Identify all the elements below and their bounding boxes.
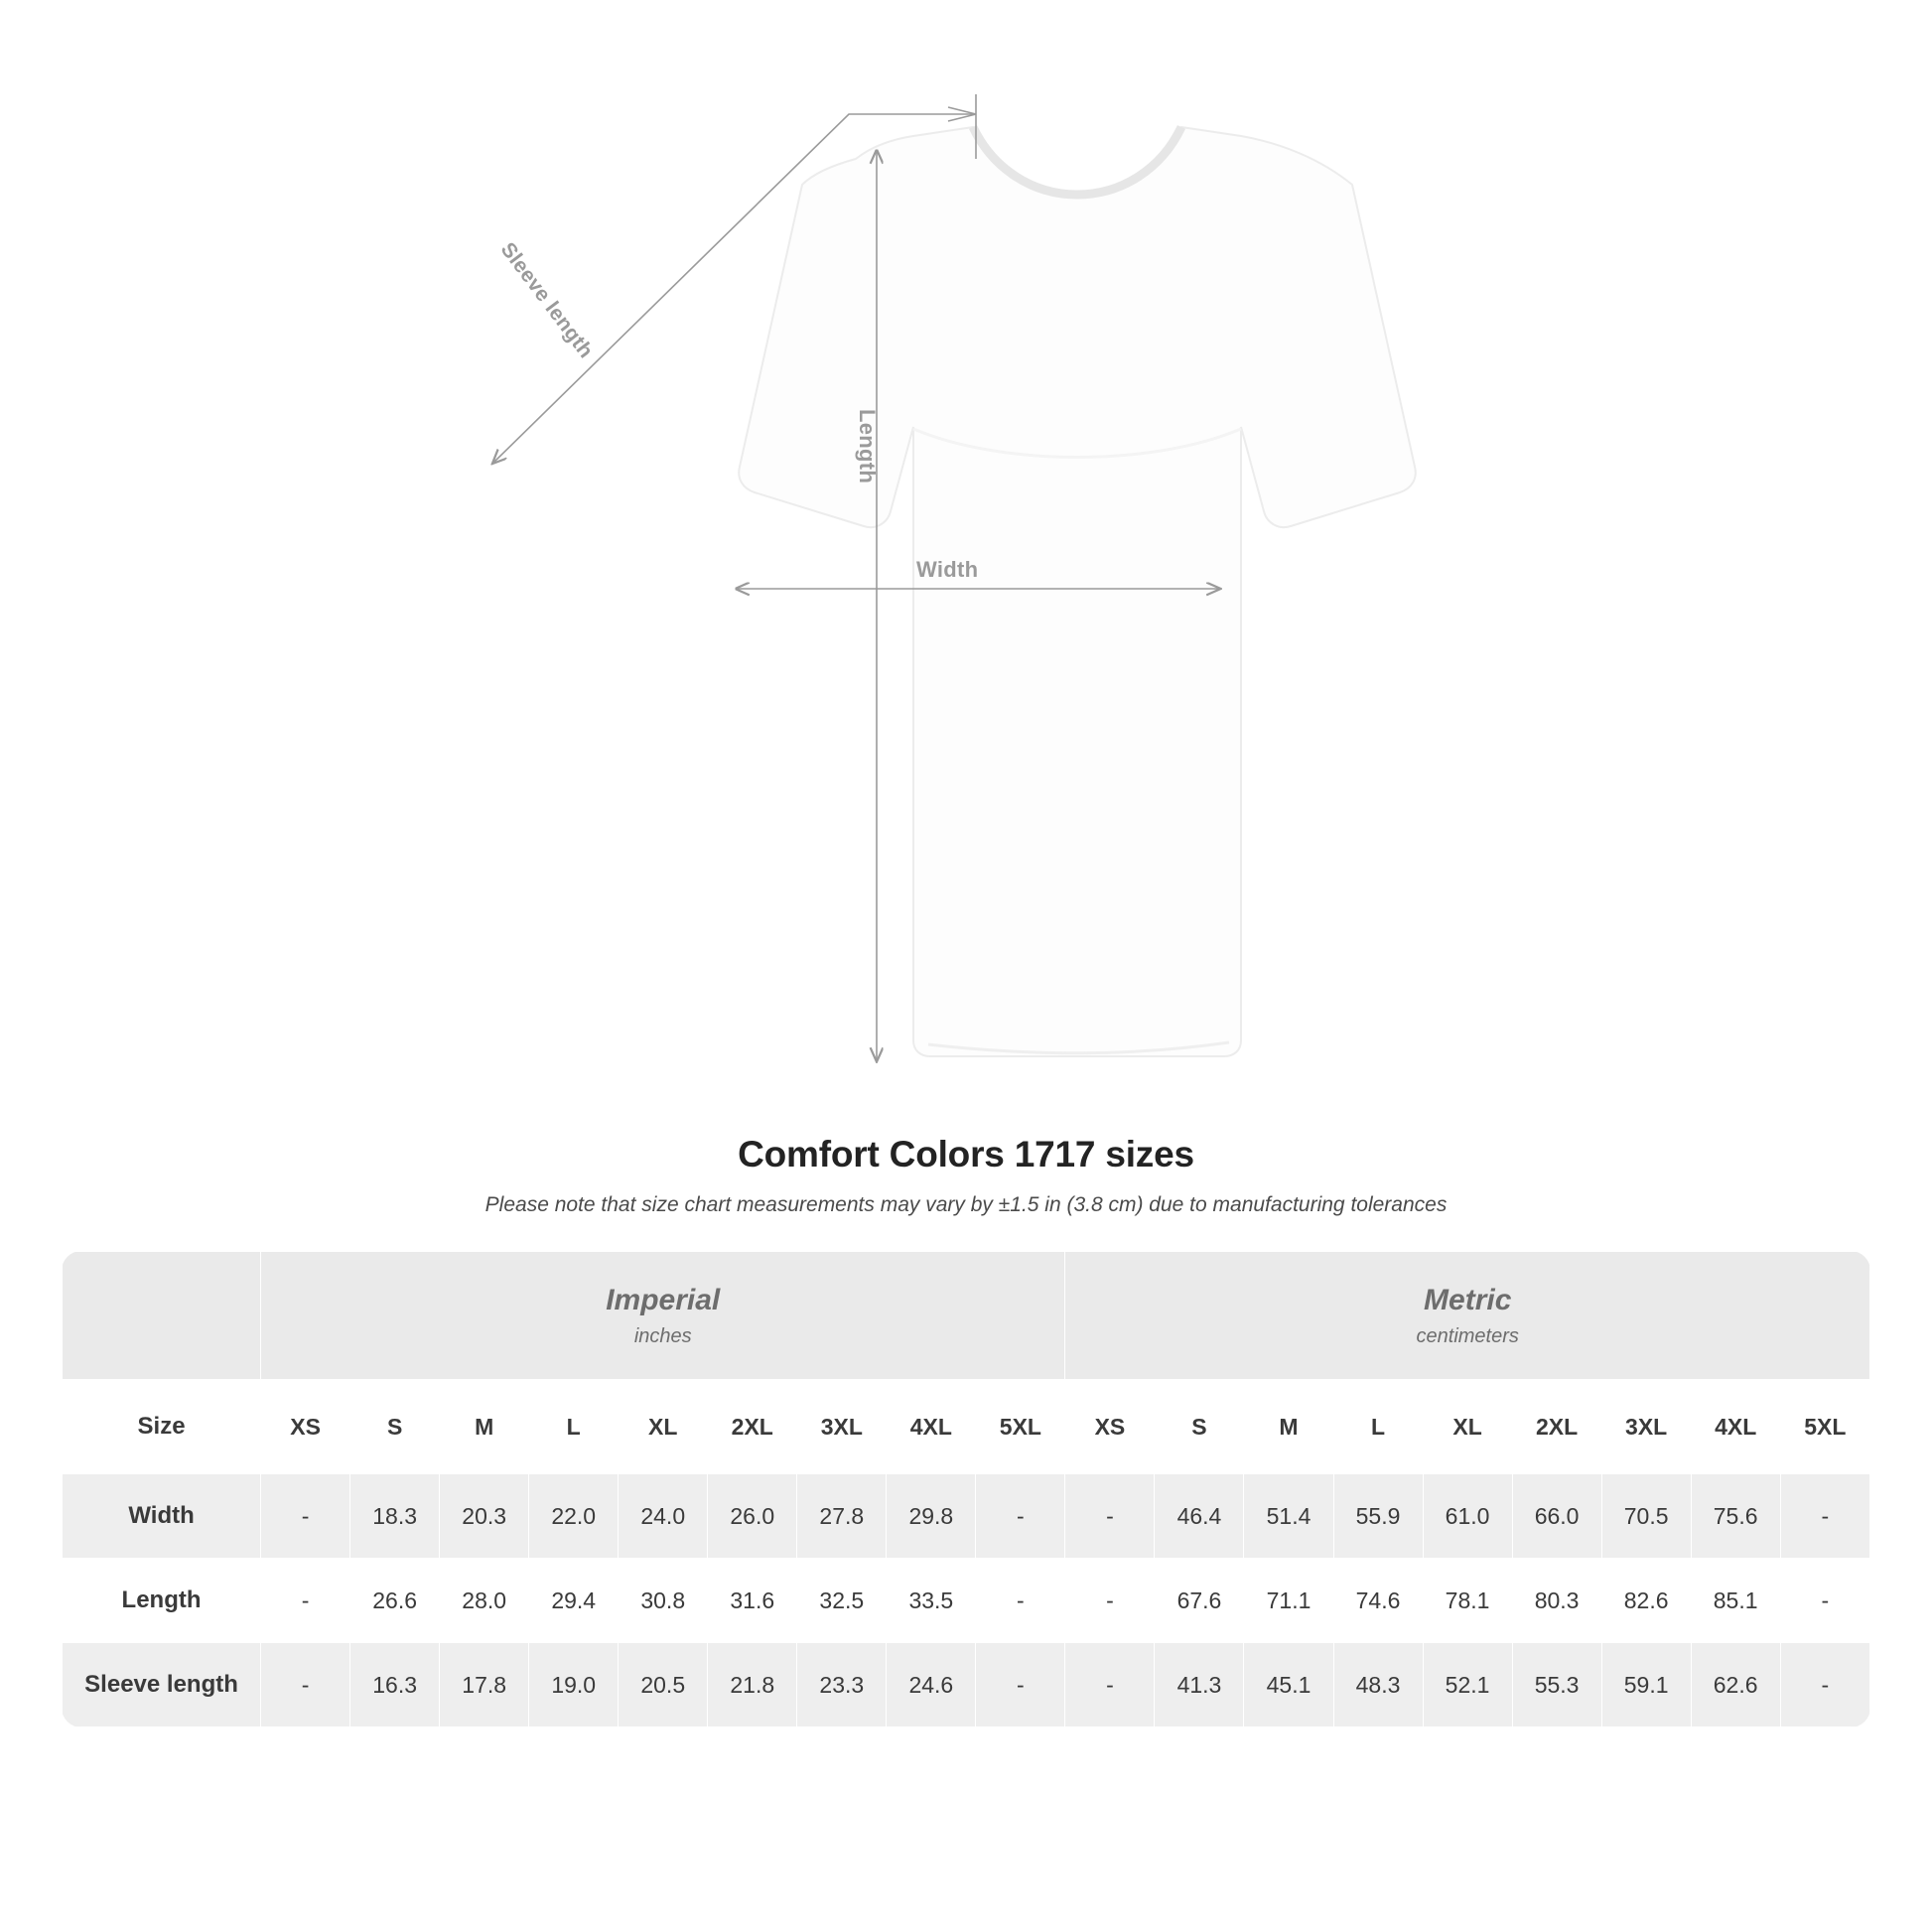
cell-length-imperial-m: 28.0 xyxy=(440,1559,529,1643)
cell-length-metric-m: 71.1 xyxy=(1244,1559,1333,1643)
size-header-metric-3xl: 3XL xyxy=(1601,1380,1691,1474)
row-label-width: Width xyxy=(63,1474,261,1559)
table-row-length xyxy=(63,1559,1870,1643)
cell-sleeve-metric-5xl: - xyxy=(1780,1643,1869,1727)
cell-width-imperial-5xl: - xyxy=(976,1474,1065,1559)
row-label-sleeve-length: Sleeve length xyxy=(63,1643,261,1727)
size-header-metric-xl: XL xyxy=(1423,1380,1512,1474)
table-row-width xyxy=(63,1474,1870,1559)
table-row-sleeve-length xyxy=(63,1643,1870,1727)
cell-width-metric-4xl: 75.6 xyxy=(1691,1474,1780,1559)
size-header-imperial-2xl: 2XL xyxy=(708,1380,797,1474)
cell-width-imperial-xs: - xyxy=(261,1474,350,1559)
cell-length-metric-5xl: - xyxy=(1780,1559,1869,1643)
cell-sleeve-imperial-xl: 20.5 xyxy=(619,1643,708,1727)
size-header-metric-s: S xyxy=(1155,1380,1244,1474)
cell-length-imperial-4xl: 33.5 xyxy=(887,1559,976,1643)
cell-width-metric-l: 55.9 xyxy=(1333,1474,1423,1559)
cell-length-metric-xl: 78.1 xyxy=(1423,1559,1512,1643)
row-label-length: Length xyxy=(63,1559,261,1643)
size-header-imperial-3xl: 3XL xyxy=(797,1380,887,1474)
cell-width-imperial-3xl: 27.8 xyxy=(797,1474,887,1559)
size-table-container xyxy=(62,1251,1870,1727)
unit-header-metric xyxy=(1065,1252,1870,1380)
size-header-imperial-5xl: 5XL xyxy=(976,1380,1065,1474)
unit-sub-imperial: inches xyxy=(633,1324,692,1347)
cell-length-imperial-5xl: - xyxy=(976,1559,1065,1643)
size-header-metric-2xl: 2XL xyxy=(1512,1380,1601,1474)
size-header-imperial-m: M xyxy=(440,1380,529,1474)
size-header-imperial-xs: XS xyxy=(261,1380,350,1474)
cell-width-metric-xl: 61.0 xyxy=(1423,1474,1512,1559)
unit-name-imperial: Imperial xyxy=(606,1283,721,1316)
width-label: Width xyxy=(916,557,979,582)
cell-width-metric-xs: - xyxy=(1065,1474,1155,1559)
cell-length-imperial-xl: 30.8 xyxy=(619,1559,708,1643)
unit-header-spacer xyxy=(63,1252,261,1380)
size-header-metric-m: M xyxy=(1244,1380,1333,1474)
cell-length-metric-l: 74.6 xyxy=(1333,1559,1423,1643)
cell-sleeve-imperial-s: 16.3 xyxy=(350,1643,440,1727)
size-header-label: Size xyxy=(63,1380,261,1474)
cell-width-imperial-s: 18.3 xyxy=(350,1474,440,1559)
cell-width-metric-3xl: 70.5 xyxy=(1601,1474,1691,1559)
cell-sleeve-imperial-3xl: 23.3 xyxy=(797,1643,887,1727)
size-header-imperial-l: L xyxy=(529,1380,619,1474)
cell-sleeve-imperial-l: 19.0 xyxy=(529,1643,619,1727)
size-header-imperial-xl: XL xyxy=(619,1380,708,1474)
cell-length-metric-s: 67.6 xyxy=(1155,1559,1244,1643)
cell-sleeve-metric-3xl: 59.1 xyxy=(1601,1643,1691,1727)
cell-length-imperial-2xl: 31.6 xyxy=(708,1559,797,1643)
cell-sleeve-metric-m: 45.1 xyxy=(1244,1643,1333,1727)
cell-width-metric-5xl: - xyxy=(1780,1474,1869,1559)
cell-sleeve-metric-xs: - xyxy=(1065,1643,1155,1727)
unit-sub-metric: centimeters xyxy=(1416,1324,1519,1347)
cell-sleeve-imperial-2xl: 21.8 xyxy=(708,1643,797,1727)
cell-sleeve-metric-s: 41.3 xyxy=(1155,1643,1244,1727)
cell-sleeve-imperial-5xl: - xyxy=(976,1643,1065,1727)
cell-width-imperial-m: 20.3 xyxy=(440,1474,529,1559)
cell-width-metric-2xl: 66.0 xyxy=(1512,1474,1601,1559)
size-header-imperial-s: S xyxy=(350,1380,440,1474)
cell-sleeve-imperial-4xl: 24.6 xyxy=(887,1643,976,1727)
size-header-metric-4xl: 4XL xyxy=(1691,1380,1780,1474)
unit-name-metric: Metric xyxy=(1424,1283,1512,1316)
cell-width-imperial-l: 22.0 xyxy=(529,1474,619,1559)
cell-width-imperial-4xl: 29.8 xyxy=(887,1474,976,1559)
cell-length-imperial-xs: - xyxy=(261,1559,350,1643)
cell-length-imperial-3xl: 32.5 xyxy=(797,1559,887,1643)
unit-header-row xyxy=(63,1252,1870,1380)
cell-sleeve-metric-2xl: 55.3 xyxy=(1512,1643,1601,1727)
title-block xyxy=(0,1134,1932,1217)
cell-length-metric-xs: - xyxy=(1065,1559,1155,1643)
cell-length-metric-4xl: 85.1 xyxy=(1691,1559,1780,1643)
unit-header-imperial xyxy=(261,1252,1065,1380)
cell-length-imperial-s: 26.6 xyxy=(350,1559,440,1643)
size-header-row xyxy=(63,1380,1870,1474)
chart-title: Comfort Colors 1717 sizes xyxy=(738,1134,1194,1174)
size-header-metric-l: L xyxy=(1333,1380,1423,1474)
cell-width-imperial-xl: 24.0 xyxy=(619,1474,708,1559)
cell-width-imperial-2xl: 26.0 xyxy=(708,1474,797,1559)
cell-sleeve-imperial-xs: - xyxy=(261,1643,350,1727)
size-header-imperial-4xl: 4XL xyxy=(887,1380,976,1474)
cell-sleeve-metric-l: 48.3 xyxy=(1333,1643,1423,1727)
length-label: Length xyxy=(855,409,880,484)
cell-sleeve-metric-xl: 52.1 xyxy=(1423,1643,1512,1727)
cell-width-metric-m: 51.4 xyxy=(1244,1474,1333,1559)
size-table xyxy=(62,1251,1870,1727)
cell-width-metric-s: 46.4 xyxy=(1155,1474,1244,1559)
tshirt-shape xyxy=(739,127,1416,1056)
chart-note: Please note that size chart measurements may vary by ±1.5 in (3.8 cm) due to manufacturing tolerances xyxy=(484,1193,1448,1216)
cell-sleeve-metric-4xl: 62.6 xyxy=(1691,1643,1780,1727)
cell-sleeve-imperial-m: 17.8 xyxy=(440,1643,529,1727)
size-header-metric-xs: XS xyxy=(1065,1380,1155,1474)
sleeve-length-label: Sleeve length xyxy=(495,238,598,363)
cell-length-imperial-l: 29.4 xyxy=(529,1559,619,1643)
size-header-metric-5xl: 5XL xyxy=(1780,1380,1869,1474)
cell-length-metric-3xl: 82.6 xyxy=(1601,1559,1691,1643)
cell-length-metric-2xl: 80.3 xyxy=(1512,1559,1601,1643)
